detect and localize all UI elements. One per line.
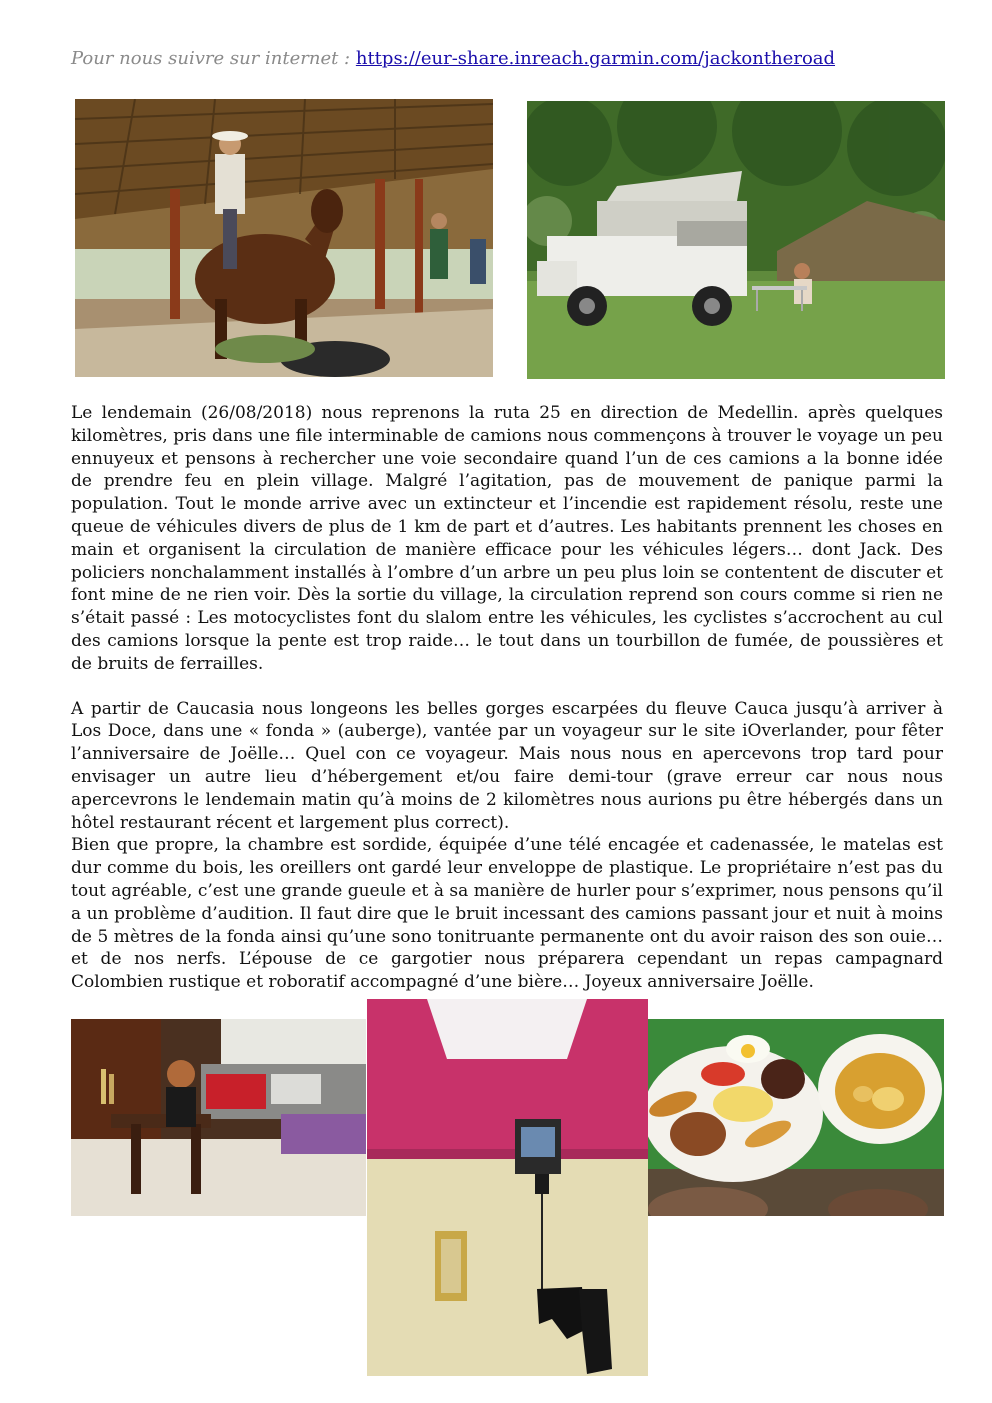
garmin-tracking-link[interactable]: https://eur-share.inreach.garmin.com/jackontheroad (355, 48, 836, 69)
page-header (71, 47, 931, 71)
photo-colombian-meal (648, 1019, 944, 1216)
photo-fonda-bar-room (71, 1019, 366, 1216)
photo-horse-rider-restaurant (75, 99, 493, 377)
photo-landrover-campsite (527, 101, 945, 379)
paragraph-caucasia-fonda: A partir de Caucasia nous longeons les belles gorges escarpées du fleuve Cauca jusqu’à arriver à Los Doce, dans une « fonda » (auberge), vantée par un voyageur sur le site iOverlander, pour fêter l’anniversaire de Joëlle… Quel con ce voyageur. Mais nous nous en apercevons trop tard pour envisager un autre lieu d’hébergement et/ou faire demi-tour (grave erreur car nous nous apercevrons le lendemain matin qu’à moins de 2 kilomètres nous aurions pu être hébergés dans un hôtel restaurant récent et largement plus correct). (71, 698, 943, 833)
follow-us-label: Pour nous suivre sur internet : (71, 48, 351, 69)
paragraph-road-fire: Le lendemain (26/08/2018) nous reprenons la ruta 25 en direction de Medellin. après quelques kilomètres, pris dans une file interminable de camions nous commençons à trouver le voyage un peu ennuyeux et pensons à rechercher une voie secondaire quand l’un de ces camions a la bonne idée de prendre feu en plein village. Malgré l’agitation, pas de mouvement de panique parmi la population. Tout le monde arrive avec un extincteur et l’incendie est rapidement résolu, reste une queue de véhicules divers de plus de 1 km de part et d’autres. Les habitants prennent les choses en main et organisent la circulation de manière efficace pour les véhicules légers… dont Jack. Des policiers nonchalamment installés à l’ombre d’un arbre un peu plus loin se contentent de discuter et font mine de ne rien voir. Dès la sortie du village, la circulation reprend son cours comme si rien ne s’était passé : Les motocyclistes font du slalom entre les véhicules, les cyclistes s’accrochent au cul des camions lorsque la pente est trop raide… le tout dans un tourbillon de fumée, de poussières et de bruits de ferrailles. (71, 403, 943, 674)
paragraph-room-description: Bien que propre, la chambre est sordide, équipée d’une télé encagée et cadenassée, le matelas est dur comme du bois, les oreillers ont gardé leur enveloppe de plastique. Le propriétaire n’est pas du tout agréable, c’est une grande gueule et à sa manière de hurler pour s’exprimer, nous pensons qu’il a un problème d’audition. Il faut dire que le bruit incessant des camions passant jour et nuit à moins de 5 mètres de la fonda ainsi qu’une sono tonitruante permanente ont du avoir raison des son ouie… et de nos nerfs. L’épouse de ce gargotier nous préparera cependant un repas campagnard Colombien rustique et roboratif accompagné d’une bière… Joyeux anniversaire Joëlle. (71, 835, 943, 993)
photo-tv-on-wall (367, 999, 648, 1376)
body-text (71, 402, 943, 994)
